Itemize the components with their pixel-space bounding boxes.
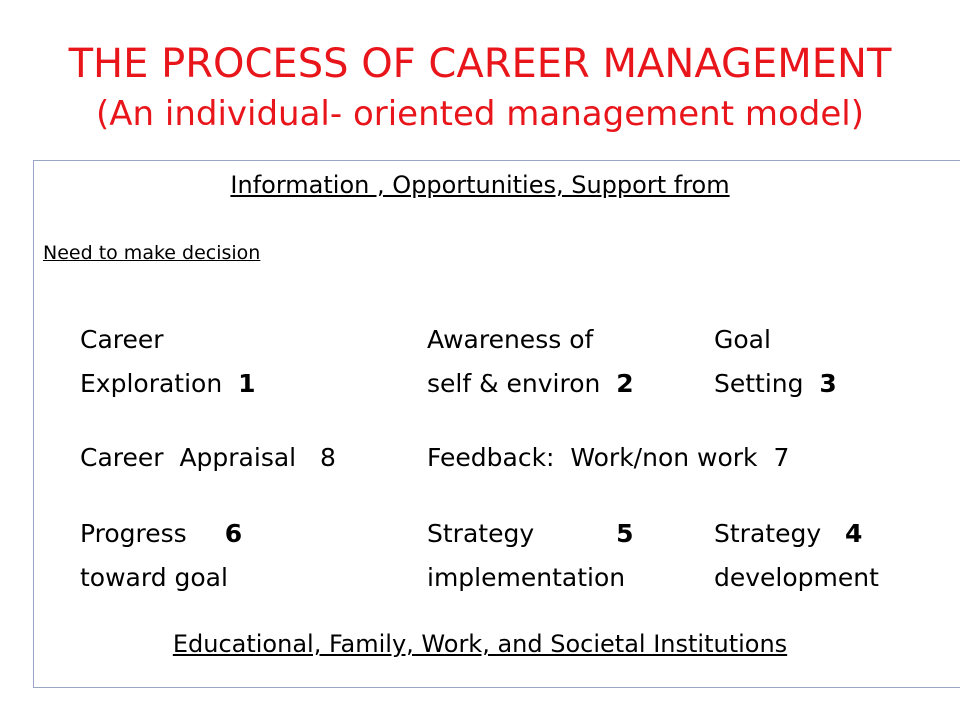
step-2-line2: self & environ — [427, 369, 601, 398]
step-5-line2: implementation — [427, 563, 626, 592]
step-8-label: Career Appraisal — [80, 443, 297, 472]
need-decision-label: Need to make decision — [43, 242, 261, 264]
step-6-line1-wrap — [80, 512, 242, 556]
diagram-frame — [33, 160, 960, 688]
step-5-number: 5 — [616, 519, 634, 548]
step-3-number: 3 — [819, 369, 837, 398]
step-3-line1: Goal — [714, 325, 771, 354]
institutions-footer: Educational, Family, Work, and Societal Institutions — [172, 630, 788, 658]
step-1-line2-wrap — [80, 362, 256, 406]
step-2-line2-wrap — [427, 362, 634, 406]
title-subtitle: (An individual- oriented management model) — [96, 94, 864, 134]
step-7-feedback — [427, 436, 789, 480]
step-1-number: 1 — [238, 369, 256, 398]
step-2-line1: Awareness of — [427, 325, 594, 354]
step-5-line1-wrap — [427, 512, 634, 556]
step-5-line1: Strategy — [427, 519, 535, 548]
slide-title — [0, 38, 960, 138]
step-8-career-appraisal — [80, 436, 336, 480]
step-1-line2: Exploration — [80, 369, 223, 398]
step-2-number: 2 — [616, 369, 634, 398]
step-6-line1: Progress — [80, 519, 187, 548]
step-8-number: 8 — [319, 443, 336, 472]
step-3-line2: Setting — [714, 369, 804, 398]
step-6-progress — [80, 512, 242, 600]
step-6-number: 6 — [224, 519, 243, 548]
step-3-goal-setting — [714, 318, 837, 406]
step-3-line2-wrap — [714, 362, 837, 406]
step-1-line1: Career — [80, 325, 164, 354]
step-7-label: Feedback: Work/non work — [427, 443, 758, 472]
step-2-awareness — [427, 318, 634, 406]
step-4-line1: Strategy — [714, 519, 822, 548]
step-4-line2: development — [714, 563, 879, 592]
step-4-strategy-development — [714, 512, 879, 600]
support-sources-header: Information , Opportunities, Support from — [230, 171, 730, 199]
step-4-number: 4 — [844, 519, 863, 548]
step-4-line1-wrap — [714, 512, 879, 556]
step-5-strategy-implementation — [427, 512, 634, 600]
step-1-career-exploration — [80, 318, 256, 406]
step-7-number: 7 — [773, 443, 790, 472]
title-main: THE PROCESS OF CAREER MANAGEMENT — [68, 41, 892, 87]
step-6-line2: toward goal — [80, 563, 228, 592]
